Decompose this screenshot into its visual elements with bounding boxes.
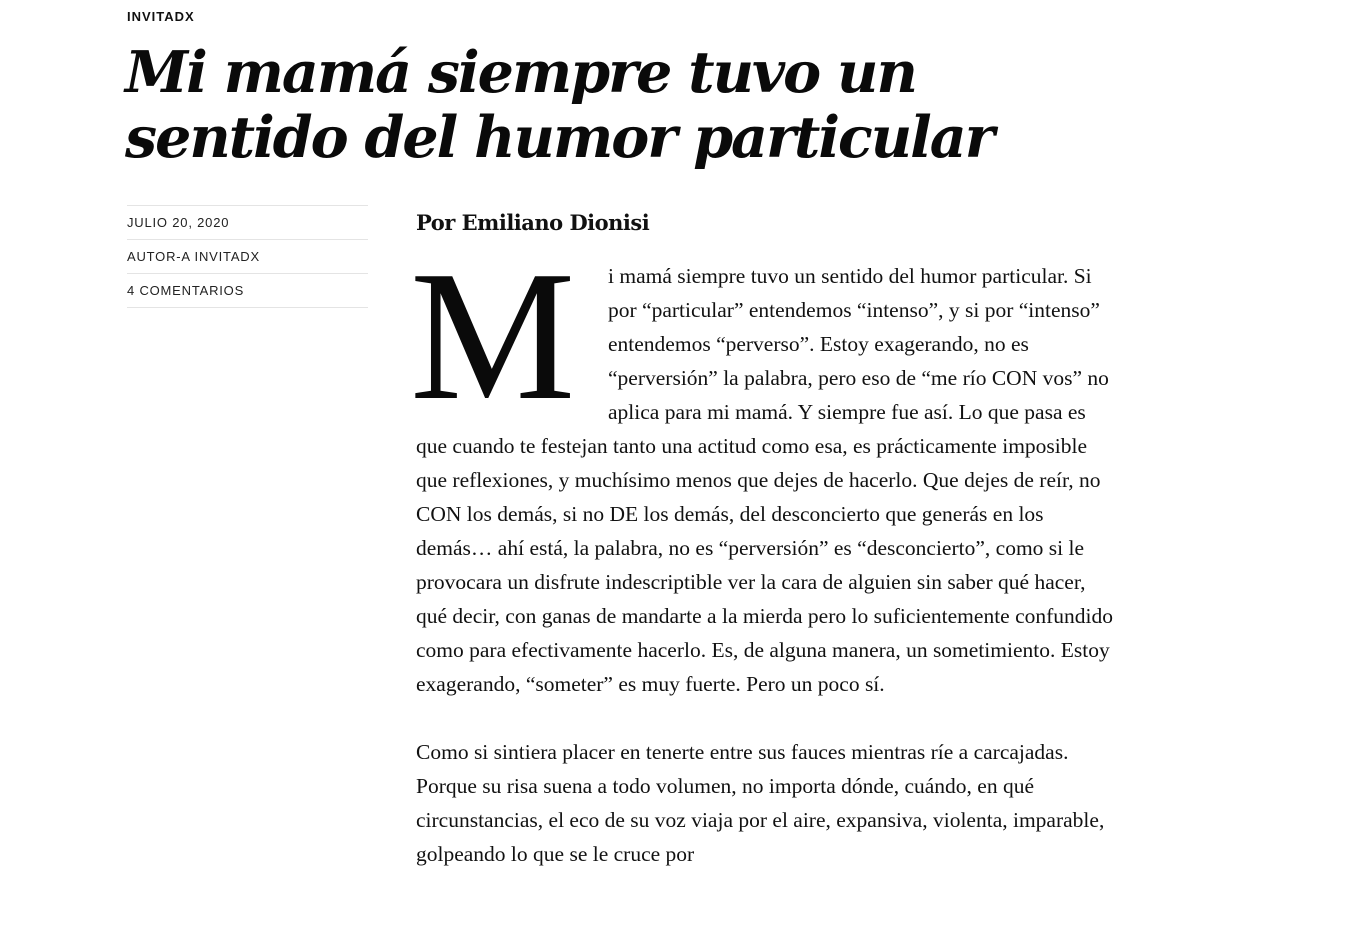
paragraph-2: Como si sintiera placer en tenerte entre sus fauces mientras ríe a carcajadas. Porque su risa suena a todo volumen, no importa dónde, cuándo, en qué circunstancias, el eco de su voz viaja por el aire, expansiva, violenta, imparable, golpeando lo que se le cruce por: [416, 740, 1105, 866]
post-title: Mi mamá siempre tuvo un sentido del humor particular: [125, 39, 993, 171]
post-byline: Por Emiliano Dionisi: [416, 210, 650, 235]
drop-cap: M: [410, 233, 576, 439]
post-author-link[interactable]: AUTOR-A INVITADX: [127, 249, 260, 264]
post-date-link[interactable]: JULIO 20, 2020: [127, 215, 230, 230]
post-comments-link[interactable]: 4 COMENTARIOS: [127, 283, 245, 298]
paragraph-1: [410, 233, 1116, 701]
post-date: [127, 206, 368, 240]
paragraph-1-text: i mamá siempre tuvo un sentido del humor particular. Si por “particular” entendemos “intenso”, y si por “intenso” entendemos “perverso”. Estoy exagerando, no es “perversión” la palabra, pero eso de “me río CON vos” no aplica para mi mamá. Y siempre fue así. Lo que pasa es que cuando te festejan tanto una actitud como esa, es prácticamente imposible que reflexiones, y muchísimo menos que dejes de hacerlo. Que dejes de reír, no CON los demás, si no DE los demás, del desconcierto que generás en los demás… ahí está, la palabra, no es “perversión” es “desconcierto”, como si le provocara un disfrute indescriptible ver la cara de alguien sin saber qué hacer, qué decir, con ganas de mandarte a la mierda pero lo suficientemente confundido como para efectivamente hacerlo. Es, de alguna manera, un sometimiento. Estoy exagerando, “someter” es muy fuerte. Pero un poco sí.: [416, 264, 1114, 696]
post-meta: [127, 205, 368, 308]
post-author: [127, 240, 368, 274]
post-comments: [127, 274, 368, 308]
category-link[interactable]: INVITADX: [127, 9, 195, 24]
post-content: [410, 205, 1116, 905]
